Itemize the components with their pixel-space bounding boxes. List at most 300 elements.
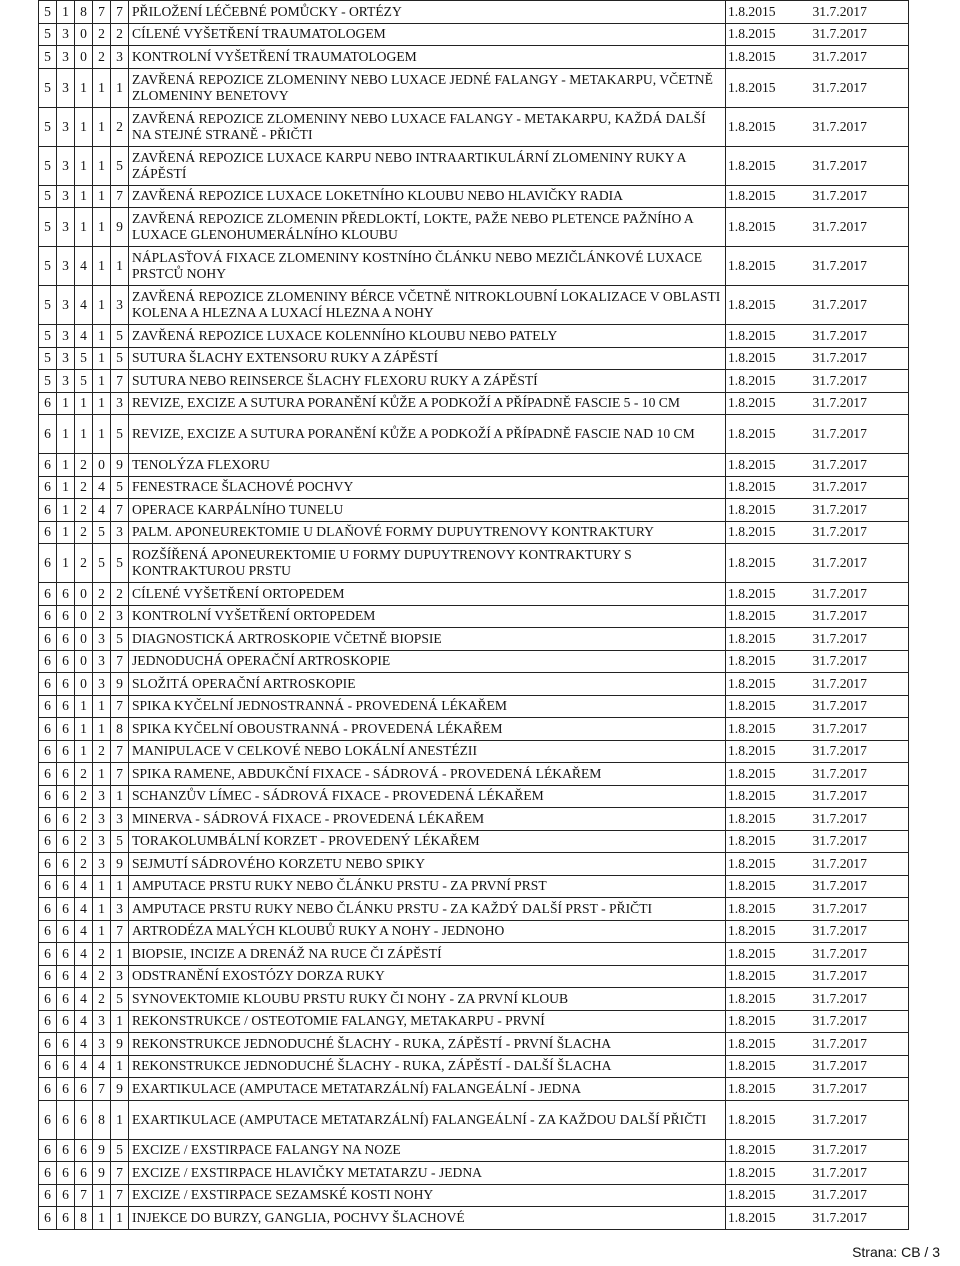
procedure-description-cell: SYNOVEKTOMIE KLOUBU PRSTU RUKY ČI NOHY - ZA PRVNÍ KLOUB <box>129 988 726 1011</box>
valid-from-cell: 1.8.2015 <box>726 476 811 499</box>
code-digit-cell: 5 <box>39 185 57 208</box>
table-row <box>39 988 909 1011</box>
code-digit-cell: 1 <box>111 785 129 808</box>
code-digit-cell: 6 <box>39 763 57 786</box>
code-digit-cell: 4 <box>93 476 111 499</box>
valid-from-cell: 1.8.2015 <box>726 943 811 966</box>
table-row <box>39 583 909 606</box>
valid-from-cell: 1.8.2015 <box>726 392 811 415</box>
valid-from-cell: 1.8.2015 <box>726 583 811 606</box>
procedure-description-cell: MINERVA - SÁDROVÁ FIXACE - PROVEDENÁ LÉKAŘEM <box>129 808 726 831</box>
code-digit-cell: 5 <box>75 370 93 393</box>
code-digit-cell: 1 <box>57 476 75 499</box>
code-digit-cell: 8 <box>75 1207 93 1230</box>
code-digit-cell: 1 <box>57 521 75 544</box>
code-digit-cell: 3 <box>57 46 75 69</box>
code-digit-cell: 3 <box>57 286 75 325</box>
code-digit-cell: 6 <box>57 988 75 1011</box>
code-digit-cell: 2 <box>75 454 93 477</box>
code-digit-cell: 5 <box>39 23 57 46</box>
table-row <box>39 107 909 146</box>
table-row <box>39 695 909 718</box>
table-row <box>39 740 909 763</box>
code-digit-cell: 1 <box>111 1010 129 1033</box>
code-digit-cell: 0 <box>75 583 93 606</box>
code-digit-cell: 6 <box>39 454 57 477</box>
code-digit-cell: 6 <box>57 740 75 763</box>
valid-to-cell: 31.7.2017 <box>811 23 909 46</box>
valid-to-cell: 31.7.2017 <box>811 830 909 853</box>
code-digit-cell: 1 <box>93 898 111 921</box>
code-digit-cell: 6 <box>75 1139 93 1162</box>
code-digit-cell: 6 <box>57 650 75 673</box>
table-row <box>39 46 909 69</box>
procedure-description-cell: PŘILOŽENÍ LÉČEBNÉ POMŮCKY - ORTÉZY <box>129 1 726 24</box>
procedure-description-cell: ZAVŘENÁ REPOZICE LUXACE LOKETNÍHO KLOUBU NEBO HLAVIČKY RADIA <box>129 185 726 208</box>
code-digit-cell: 6 <box>39 673 57 696</box>
code-digit-cell: 5 <box>39 208 57 247</box>
code-digit-cell: 2 <box>75 853 93 876</box>
code-digit-cell: 5 <box>111 415 129 454</box>
code-digit-cell: 2 <box>93 965 111 988</box>
valid-from-cell: 1.8.2015 <box>726 454 811 477</box>
procedure-description-cell: ODSTRANĚNÍ EXOSTÓZY DORZA RUKY <box>129 965 726 988</box>
code-digit-cell: 9 <box>111 1033 129 1056</box>
code-digit-cell: 6 <box>75 1100 93 1139</box>
code-digit-cell: 5 <box>111 628 129 651</box>
code-digit-cell: 6 <box>57 1162 75 1185</box>
code-digit-cell: 1 <box>93 695 111 718</box>
code-digit-cell: 5 <box>111 1139 129 1162</box>
table-row <box>39 875 909 898</box>
valid-from-cell: 1.8.2015 <box>726 46 811 69</box>
code-digit-cell: 1 <box>75 740 93 763</box>
table-row <box>39 1184 909 1207</box>
code-digit-cell: 1 <box>75 208 93 247</box>
code-digit-cell: 6 <box>39 1184 57 1207</box>
code-digit-cell: 1 <box>93 107 111 146</box>
table-row <box>39 920 909 943</box>
valid-from-cell: 1.8.2015 <box>726 521 811 544</box>
code-digit-cell: 6 <box>39 740 57 763</box>
code-digit-cell: 6 <box>57 1078 75 1101</box>
valid-to-cell: 31.7.2017 <box>811 544 909 583</box>
code-digit-cell: 5 <box>111 988 129 1011</box>
code-digit-cell: 6 <box>39 499 57 522</box>
valid-from-cell: 1.8.2015 <box>726 740 811 763</box>
procedure-description-cell: EXCIZE / EXSTIRPACE SEZAMSKÉ KOSTI NOHY <box>129 1184 726 1207</box>
code-digit-cell: 6 <box>57 875 75 898</box>
valid-from-cell: 1.8.2015 <box>726 830 811 853</box>
code-digit-cell: 2 <box>75 544 93 583</box>
procedure-description-cell: ZAVŘENÁ REPOZICE ZLOMENINY BÉRCE VČETNĚ NITROKLOUBNÍ LOKALIZACE V OBLASTI KOLENA A HLEZNA A LUXACÍ HLEZNA A NOHY <box>129 286 726 325</box>
code-digit-cell: 1 <box>57 415 75 454</box>
table-row <box>39 247 909 286</box>
valid-from-cell: 1.8.2015 <box>726 325 811 348</box>
code-digit-cell: 2 <box>93 605 111 628</box>
code-digit-cell: 6 <box>39 853 57 876</box>
code-digit-cell: 3 <box>57 208 75 247</box>
code-digit-cell: 6 <box>57 763 75 786</box>
code-digit-cell: 1 <box>111 1100 129 1139</box>
valid-from-cell: 1.8.2015 <box>726 1033 811 1056</box>
valid-to-cell: 31.7.2017 <box>811 650 909 673</box>
valid-from-cell: 1.8.2015 <box>726 695 811 718</box>
valid-from-cell: 1.8.2015 <box>726 1184 811 1207</box>
code-digit-cell: 4 <box>75 1055 93 1078</box>
code-digit-cell: 7 <box>111 695 129 718</box>
valid-to-cell: 31.7.2017 <box>811 1100 909 1139</box>
valid-from-cell: 1.8.2015 <box>726 247 811 286</box>
code-digit-cell: 2 <box>111 23 129 46</box>
code-digit-cell: 6 <box>39 695 57 718</box>
code-digit-cell: 7 <box>111 1162 129 1185</box>
code-digit-cell: 5 <box>39 286 57 325</box>
table-row <box>39 1139 909 1162</box>
procedure-description-cell: ZAVŘENÁ REPOZICE ZLOMENINY NEBO LUXACE FALANGY - METAKARPU, KAŽDÁ DALŠÍ NA STEJNÉ STRANĚ - PŘIČTI <box>129 107 726 146</box>
code-digit-cell: 3 <box>57 370 75 393</box>
code-digit-cell: 7 <box>111 763 129 786</box>
code-digit-cell: 7 <box>75 1184 93 1207</box>
code-digit-cell: 1 <box>57 1 75 24</box>
table-row <box>39 68 909 107</box>
valid-to-cell: 31.7.2017 <box>811 943 909 966</box>
code-digit-cell: 0 <box>75 628 93 651</box>
code-digit-cell: 6 <box>39 583 57 606</box>
code-digit-cell: 7 <box>93 1 111 24</box>
valid-from-cell: 1.8.2015 <box>726 1100 811 1139</box>
valid-to-cell: 31.7.2017 <box>811 146 909 185</box>
code-digit-cell: 4 <box>75 988 93 1011</box>
code-digit-cell: 4 <box>75 247 93 286</box>
procedure-description-cell: BIOPSIE, INCIZE A DRENÁŽ NA RUCE ČI ZÁPĚSTÍ <box>129 943 726 966</box>
code-digit-cell: 4 <box>75 325 93 348</box>
code-digit-cell: 6 <box>39 808 57 831</box>
code-digit-cell: 1 <box>93 920 111 943</box>
valid-from-cell: 1.8.2015 <box>726 808 811 831</box>
code-digit-cell: 6 <box>57 1010 75 1033</box>
valid-from-cell: 1.8.2015 <box>726 965 811 988</box>
code-digit-cell: 6 <box>39 544 57 583</box>
table-row <box>39 476 909 499</box>
code-digit-cell: 1 <box>111 943 129 966</box>
valid-from-cell: 1.8.2015 <box>726 499 811 522</box>
code-digit-cell: 4 <box>75 920 93 943</box>
table-body <box>39 1 909 1230</box>
table-row <box>39 673 909 696</box>
code-digit-cell: 5 <box>93 544 111 583</box>
procedure-description-cell: REKONSTRUKCE JEDNODUCHÉ ŠLACHY - RUKA, ZÁPĚSTÍ - PRVNÍ ŠLACHA <box>129 1033 726 1056</box>
code-digit-cell: 6 <box>57 943 75 966</box>
code-digit-cell: 4 <box>93 499 111 522</box>
valid-to-cell: 31.7.2017 <box>811 898 909 921</box>
valid-from-cell: 1.8.2015 <box>726 988 811 1011</box>
code-digit-cell: 6 <box>39 830 57 853</box>
code-digit-cell: 6 <box>57 628 75 651</box>
procedure-description-cell: EXCIZE / EXSTIRPACE HLAVIČKY METATARZU - JEDNA <box>129 1162 726 1185</box>
table-row <box>39 146 909 185</box>
code-digit-cell: 6 <box>39 1033 57 1056</box>
valid-from-cell: 1.8.2015 <box>726 628 811 651</box>
valid-to-cell: 31.7.2017 <box>811 325 909 348</box>
procedure-description-cell: ZAVŘENÁ REPOZICE ZLOMENINY NEBO LUXACE JEDNÉ FALANGY - METAKARPU, VČETNĚ ZLOMENINY BENETOVY <box>129 68 726 107</box>
table-row <box>39 1 909 24</box>
code-digit-cell: 5 <box>39 68 57 107</box>
table-row <box>39 628 909 651</box>
code-digit-cell: 1 <box>57 499 75 522</box>
code-digit-cell: 6 <box>57 898 75 921</box>
code-digit-cell: 3 <box>57 347 75 370</box>
valid-to-cell: 31.7.2017 <box>811 920 909 943</box>
code-digit-cell: 5 <box>39 46 57 69</box>
code-digit-cell: 3 <box>111 965 129 988</box>
code-digit-cell: 5 <box>39 325 57 348</box>
valid-to-cell: 31.7.2017 <box>811 185 909 208</box>
valid-to-cell: 31.7.2017 <box>811 695 909 718</box>
table-row <box>39 965 909 988</box>
code-digit-cell: 6 <box>57 785 75 808</box>
procedure-description-cell: SCHANZŮV LÍMEC - SÁDROVÁ FIXACE - PROVEDENÁ LÉKAŘEM <box>129 785 726 808</box>
table-row <box>39 1055 909 1078</box>
table-row <box>39 392 909 415</box>
procedure-description-cell: ARTRODÉZA MALÝCH KLOUBŮ RUKY A NOHY - JEDNOHO <box>129 920 726 943</box>
code-digit-cell: 9 <box>111 454 129 477</box>
valid-from-cell: 1.8.2015 <box>726 650 811 673</box>
code-digit-cell: 6 <box>39 898 57 921</box>
procedure-description-cell: SPIKA KYČELNÍ JEDNOSTRANNÁ - PROVEDENÁ LÉKAŘEM <box>129 695 726 718</box>
valid-from-cell: 1.8.2015 <box>726 23 811 46</box>
valid-to-cell: 31.7.2017 <box>811 1162 909 1185</box>
code-digit-cell: 3 <box>57 247 75 286</box>
code-digit-cell: 2 <box>93 583 111 606</box>
code-digit-cell: 3 <box>93 628 111 651</box>
code-digit-cell: 1 <box>93 325 111 348</box>
code-digit-cell: 6 <box>39 1055 57 1078</box>
code-digit-cell: 5 <box>39 107 57 146</box>
code-digit-cell: 4 <box>75 898 93 921</box>
code-digit-cell: 5 <box>111 830 129 853</box>
code-digit-cell: 3 <box>93 830 111 853</box>
code-digit-cell: 2 <box>75 763 93 786</box>
code-digit-cell: 3 <box>57 107 75 146</box>
code-digit-cell: 9 <box>111 208 129 247</box>
code-digit-cell: 9 <box>111 673 129 696</box>
valid-to-cell: 31.7.2017 <box>811 247 909 286</box>
table-row <box>39 208 909 247</box>
code-digit-cell: 1 <box>93 1207 111 1230</box>
code-digit-cell: 3 <box>111 392 129 415</box>
code-digit-cell: 5 <box>111 544 129 583</box>
code-digit-cell: 3 <box>93 853 111 876</box>
procedure-description-cell: FENESTRACE ŠLACHOVÉ POCHVY <box>129 476 726 499</box>
code-digit-cell: 7 <box>111 499 129 522</box>
code-digit-cell: 1 <box>93 146 111 185</box>
valid-from-cell: 1.8.2015 <box>726 785 811 808</box>
code-digit-cell: 3 <box>111 46 129 69</box>
table-row <box>39 808 909 831</box>
valid-from-cell: 1.8.2015 <box>726 544 811 583</box>
valid-from-cell: 1.8.2015 <box>726 853 811 876</box>
code-digit-cell: 1 <box>93 875 111 898</box>
valid-to-cell: 31.7.2017 <box>811 499 909 522</box>
code-digit-cell: 6 <box>39 628 57 651</box>
valid-from-cell: 1.8.2015 <box>726 107 811 146</box>
table-row <box>39 499 909 522</box>
code-digit-cell: 0 <box>93 454 111 477</box>
code-digit-cell: 6 <box>57 920 75 943</box>
code-digit-cell: 6 <box>39 1078 57 1101</box>
code-digit-cell: 6 <box>57 1139 75 1162</box>
code-digit-cell: 6 <box>57 808 75 831</box>
valid-to-cell: 31.7.2017 <box>811 1055 909 1078</box>
code-digit-cell: 3 <box>93 1033 111 1056</box>
valid-from-cell: 1.8.2015 <box>726 1055 811 1078</box>
code-digit-cell: 1 <box>111 1207 129 1230</box>
code-digit-cell: 1 <box>75 107 93 146</box>
code-digit-cell: 2 <box>75 830 93 853</box>
code-digit-cell: 6 <box>57 1055 75 1078</box>
valid-to-cell: 31.7.2017 <box>811 1 909 24</box>
code-digit-cell: 7 <box>111 650 129 673</box>
procedure-description-cell: SPIKA KYČELNÍ OBOUSTRANNÁ - PROVEDENÁ LÉKAŘEM <box>129 718 726 741</box>
valid-to-cell: 31.7.2017 <box>811 286 909 325</box>
valid-to-cell: 31.7.2017 <box>811 1184 909 1207</box>
code-digit-cell: 6 <box>39 965 57 988</box>
code-digit-cell: 5 <box>39 370 57 393</box>
valid-to-cell: 31.7.2017 <box>811 1078 909 1101</box>
procedure-description-cell: ZAVŘENÁ REPOZICE ZLOMENIN PŘEDLOKTÍ, LOKTE, PAŽE NEBO PLETENCE PAŽNÍHO A LUXACE GLENOHUMERÁLNÍHO KLOUBU <box>129 208 726 247</box>
code-digit-cell: 6 <box>39 1162 57 1185</box>
valid-to-cell: 31.7.2017 <box>811 415 909 454</box>
valid-from-cell: 1.8.2015 <box>726 286 811 325</box>
code-digit-cell: 1 <box>111 875 129 898</box>
code-digit-cell: 3 <box>57 325 75 348</box>
code-digit-cell: 1 <box>75 415 93 454</box>
code-digit-cell: 7 <box>93 1078 111 1101</box>
table-row <box>39 325 909 348</box>
code-digit-cell: 6 <box>57 1033 75 1056</box>
code-digit-cell: 6 <box>57 830 75 853</box>
code-digit-cell: 1 <box>111 1055 129 1078</box>
table-row <box>39 830 909 853</box>
code-digit-cell: 3 <box>111 286 129 325</box>
table-row <box>39 650 909 673</box>
code-digit-cell: 6 <box>57 965 75 988</box>
code-digit-cell: 6 <box>75 1078 93 1101</box>
table-row <box>39 1207 909 1230</box>
valid-from-cell: 1.8.2015 <box>726 875 811 898</box>
code-digit-cell: 1 <box>93 247 111 286</box>
valid-from-cell: 1.8.2015 <box>726 347 811 370</box>
valid-to-cell: 31.7.2017 <box>811 1010 909 1033</box>
code-digit-cell: 5 <box>111 146 129 185</box>
procedure-description-cell: CÍLENÉ VYŠETŘENÍ TRAUMATOLOGEM <box>129 23 726 46</box>
code-digit-cell: 1 <box>93 763 111 786</box>
code-digit-cell: 3 <box>93 785 111 808</box>
code-digit-cell: 6 <box>39 920 57 943</box>
procedure-description-cell: EXARTIKULACE (AMPUTACE METATARZÁLNÍ) FALANGEÁLNÍ - JEDNA <box>129 1078 726 1101</box>
procedure-description-cell: INJEKCE DO BURZY, GANGLIA, POCHVY ŠLACHOVÉ <box>129 1207 726 1230</box>
code-digit-cell: 6 <box>57 1184 75 1207</box>
code-digit-cell: 1 <box>111 68 129 107</box>
code-digit-cell: 6 <box>39 650 57 673</box>
code-digit-cell: 6 <box>39 875 57 898</box>
code-digit-cell: 2 <box>75 808 93 831</box>
valid-to-cell: 31.7.2017 <box>811 965 909 988</box>
table-row <box>39 1033 909 1056</box>
code-digit-cell: 6 <box>39 1100 57 1139</box>
valid-to-cell: 31.7.2017 <box>811 370 909 393</box>
procedure-description-cell: JEDNODUCHÁ OPERAČNÍ ARTROSKOPIE <box>129 650 726 673</box>
table-row <box>39 370 909 393</box>
code-digit-cell: 7 <box>111 1 129 24</box>
valid-to-cell: 31.7.2017 <box>811 208 909 247</box>
code-digit-cell: 6 <box>39 476 57 499</box>
table-row <box>39 347 909 370</box>
code-digit-cell: 3 <box>111 605 129 628</box>
table-row <box>39 943 909 966</box>
code-digit-cell: 6 <box>39 521 57 544</box>
table-row <box>39 185 909 208</box>
procedure-description-cell: REKONSTRUKCE / OSTEOTOMIE FALANGY, METAKARPU - PRVNÍ <box>129 1010 726 1033</box>
table-row <box>39 605 909 628</box>
code-digit-cell: 2 <box>111 107 129 146</box>
valid-to-cell: 31.7.2017 <box>811 347 909 370</box>
code-digit-cell: 4 <box>75 965 93 988</box>
valid-to-cell: 31.7.2017 <box>811 1033 909 1056</box>
procedure-description-cell: MANIPULACE V CELKOVÉ NEBO LOKÁLNÍ ANESTÉZII <box>129 740 726 763</box>
valid-from-cell: 1.8.2015 <box>726 208 811 247</box>
code-digit-cell: 3 <box>111 898 129 921</box>
code-digit-cell: 4 <box>75 1010 93 1033</box>
code-digit-cell: 6 <box>39 988 57 1011</box>
valid-to-cell: 31.7.2017 <box>811 521 909 544</box>
valid-to-cell: 31.7.2017 <box>811 392 909 415</box>
code-digit-cell: 5 <box>39 146 57 185</box>
valid-to-cell: 31.7.2017 <box>811 46 909 69</box>
procedure-description-cell: ZAVŘENÁ REPOZICE LUXACE KARPU NEBO INTRAARTIKULÁRNÍ ZLOMENINY RUKY A ZÁPĚSTÍ <box>129 146 726 185</box>
code-digit-cell: 2 <box>93 943 111 966</box>
code-digit-cell: 1 <box>93 286 111 325</box>
code-digit-cell: 6 <box>39 605 57 628</box>
procedure-description-cell: EXCIZE / EXSTIRPACE FALANGY NA NOZE <box>129 1139 726 1162</box>
code-digit-cell: 2 <box>111 583 129 606</box>
procedure-description-cell: ZAVŘENÁ REPOZICE LUXACE KOLENNÍHO KLOUBU NEBO PATELY <box>129 325 726 348</box>
valid-to-cell: 31.7.2017 <box>811 1139 909 1162</box>
code-digit-cell: 6 <box>57 695 75 718</box>
valid-from-cell: 1.8.2015 <box>726 898 811 921</box>
code-digit-cell: 1 <box>93 415 111 454</box>
valid-from-cell: 1.8.2015 <box>726 370 811 393</box>
code-digit-cell: 6 <box>57 583 75 606</box>
procedure-code-table <box>38 0 909 1230</box>
code-digit-cell: 3 <box>93 673 111 696</box>
valid-to-cell: 31.7.2017 <box>811 68 909 107</box>
code-digit-cell: 1 <box>57 392 75 415</box>
code-digit-cell: 1 <box>75 695 93 718</box>
valid-from-cell: 1.8.2015 <box>726 920 811 943</box>
code-digit-cell: 1 <box>93 718 111 741</box>
code-digit-cell: 1 <box>93 68 111 107</box>
procedure-description-cell: PALM. APONEUREKTOMIE U DLAŇOVÉ FORMY DUPUYTRENOVY KONTRAKTURY <box>129 521 726 544</box>
valid-to-cell: 31.7.2017 <box>811 988 909 1011</box>
valid-from-cell: 1.8.2015 <box>726 1162 811 1185</box>
code-digit-cell: 8 <box>75 1 93 24</box>
code-digit-cell: 1 <box>57 544 75 583</box>
valid-from-cell: 1.8.2015 <box>726 1207 811 1230</box>
code-digit-cell: 7 <box>111 1184 129 1207</box>
code-digit-cell: 6 <box>39 1010 57 1033</box>
